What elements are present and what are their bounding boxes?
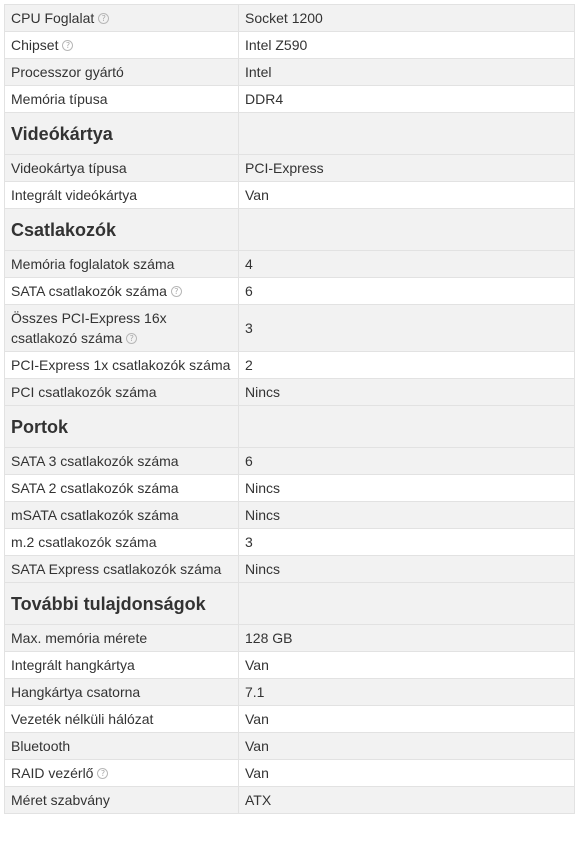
spec-row [5, 733, 575, 760]
spec-row [5, 86, 575, 113]
section-title: Csatlakozók [5, 209, 239, 251]
spec-value: Van [239, 652, 575, 679]
spec-row [5, 278, 575, 305]
section-title: További tulajdonságok [5, 583, 239, 625]
spec-value: Nincs [239, 475, 575, 502]
spec-row [5, 679, 575, 706]
spec-value: Nincs [239, 379, 575, 406]
spec-row [5, 760, 575, 787]
spec-label-cell [5, 182, 239, 209]
spec-label: PCI-Express 1x csatlakozók száma [11, 357, 231, 373]
section-empty-cell [239, 209, 575, 251]
spec-label-cell [5, 760, 239, 787]
spec-label: CPU Foglalat [11, 10, 95, 26]
spec-label: Max. memória mérete [11, 630, 148, 646]
spec-value: Intel [239, 59, 575, 86]
section-empty-cell [239, 583, 575, 625]
spec-value: Nincs [239, 502, 575, 529]
spec-row [5, 352, 575, 379]
spec-label-cell [5, 625, 239, 652]
spec-row [5, 379, 575, 406]
specifications-table [4, 4, 575, 814]
spec-label-cell [5, 278, 239, 305]
spec-label-cell [5, 529, 239, 556]
spec-value: 128 GB [239, 625, 575, 652]
spec-label: Integrált videókártya [11, 187, 138, 203]
spec-label-cell [5, 305, 239, 352]
spec-row [5, 652, 575, 679]
spec-label: SATA csatlakozók száma [11, 283, 167, 299]
spec-label-cell [5, 475, 239, 502]
spec-row [5, 182, 575, 209]
spec-row [5, 251, 575, 278]
spec-value: 2 [239, 352, 575, 379]
spec-label-cell [5, 155, 239, 182]
spec-label: Bluetooth [11, 738, 71, 754]
help-icon[interactable]: ? [171, 286, 182, 297]
section-empty-cell [239, 406, 575, 448]
section-header-row [5, 209, 575, 251]
spec-label: SATA Express csatlakozók száma [11, 561, 222, 577]
spec-label: mSATA csatlakozók száma [11, 507, 179, 523]
spec-label-cell [5, 32, 239, 59]
spec-label-cell [5, 448, 239, 475]
spec-row [5, 625, 575, 652]
spec-value: 3 [239, 529, 575, 556]
section-title: Videókártya [5, 113, 239, 155]
section-empty-cell [239, 113, 575, 155]
spec-label-cell [5, 556, 239, 583]
spec-row [5, 475, 575, 502]
spec-row [5, 59, 575, 86]
spec-row [5, 155, 575, 182]
spec-row [5, 5, 575, 32]
spec-row [5, 787, 575, 814]
spec-label: Memória foglalatok száma [11, 256, 175, 272]
spec-value: 6 [239, 448, 575, 475]
spec-value: 4 [239, 251, 575, 278]
spec-label: PCI csatlakozók száma [11, 384, 157, 400]
spec-label: Hangkártya csatorna [11, 684, 141, 700]
spec-label-cell [5, 787, 239, 814]
spec-value: Intel Z590 [239, 32, 575, 59]
spec-label: SATA 2 csatlakozók száma [11, 480, 179, 496]
spec-value: Socket 1200 [239, 5, 575, 32]
spec-value: ATX [239, 787, 575, 814]
spec-label: Integrált hangkártya [11, 657, 135, 673]
spec-label: Méret szabvány [11, 792, 110, 808]
spec-label: m.2 csatlakozók száma [11, 534, 157, 550]
section-header-row [5, 113, 575, 155]
spec-row [5, 502, 575, 529]
spec-label-cell [5, 86, 239, 113]
specifications-table-body [5, 5, 575, 814]
spec-row [5, 32, 575, 59]
spec-row [5, 556, 575, 583]
spec-label: Összes PCI-Express 16x csatlakozó száma [11, 310, 167, 346]
spec-value: Van [239, 706, 575, 733]
spec-row [5, 448, 575, 475]
spec-label: SATA 3 csatlakozók száma [11, 453, 179, 469]
spec-value: PCI-Express [239, 155, 575, 182]
help-icon[interactable]: ? [126, 333, 137, 344]
spec-label-cell [5, 251, 239, 278]
spec-label: Chipset [11, 37, 59, 53]
help-icon[interactable]: ? [97, 768, 108, 779]
help-icon[interactable]: ? [62, 40, 73, 51]
spec-value: Van [239, 733, 575, 760]
spec-row [5, 305, 575, 352]
spec-value: 3 [239, 305, 575, 352]
spec-label: Memória típusa [11, 91, 108, 107]
spec-label-cell [5, 679, 239, 706]
section-title: Portok [5, 406, 239, 448]
spec-label-cell [5, 502, 239, 529]
spec-value: Nincs [239, 556, 575, 583]
spec-value: 7.1 [239, 679, 575, 706]
spec-label-cell [5, 652, 239, 679]
spec-label-cell [5, 379, 239, 406]
spec-value: Van [239, 182, 575, 209]
spec-value: 6 [239, 278, 575, 305]
section-header-row [5, 406, 575, 448]
help-icon[interactable]: ? [98, 13, 109, 24]
spec-label-cell [5, 5, 239, 32]
spec-label: RAID vezérlő [11, 765, 94, 781]
spec-label: Vezeték nélküli hálózat [11, 711, 154, 727]
spec-row [5, 529, 575, 556]
spec-label-cell [5, 733, 239, 760]
spec-label: Videokártya típusa [11, 160, 127, 176]
section-header-row [5, 583, 575, 625]
spec-value: Van [239, 760, 575, 787]
spec-label-cell [5, 352, 239, 379]
spec-label-cell [5, 59, 239, 86]
spec-row [5, 706, 575, 733]
spec-value: DDR4 [239, 86, 575, 113]
spec-label: Processzor gyártó [11, 64, 124, 80]
spec-label-cell [5, 706, 239, 733]
